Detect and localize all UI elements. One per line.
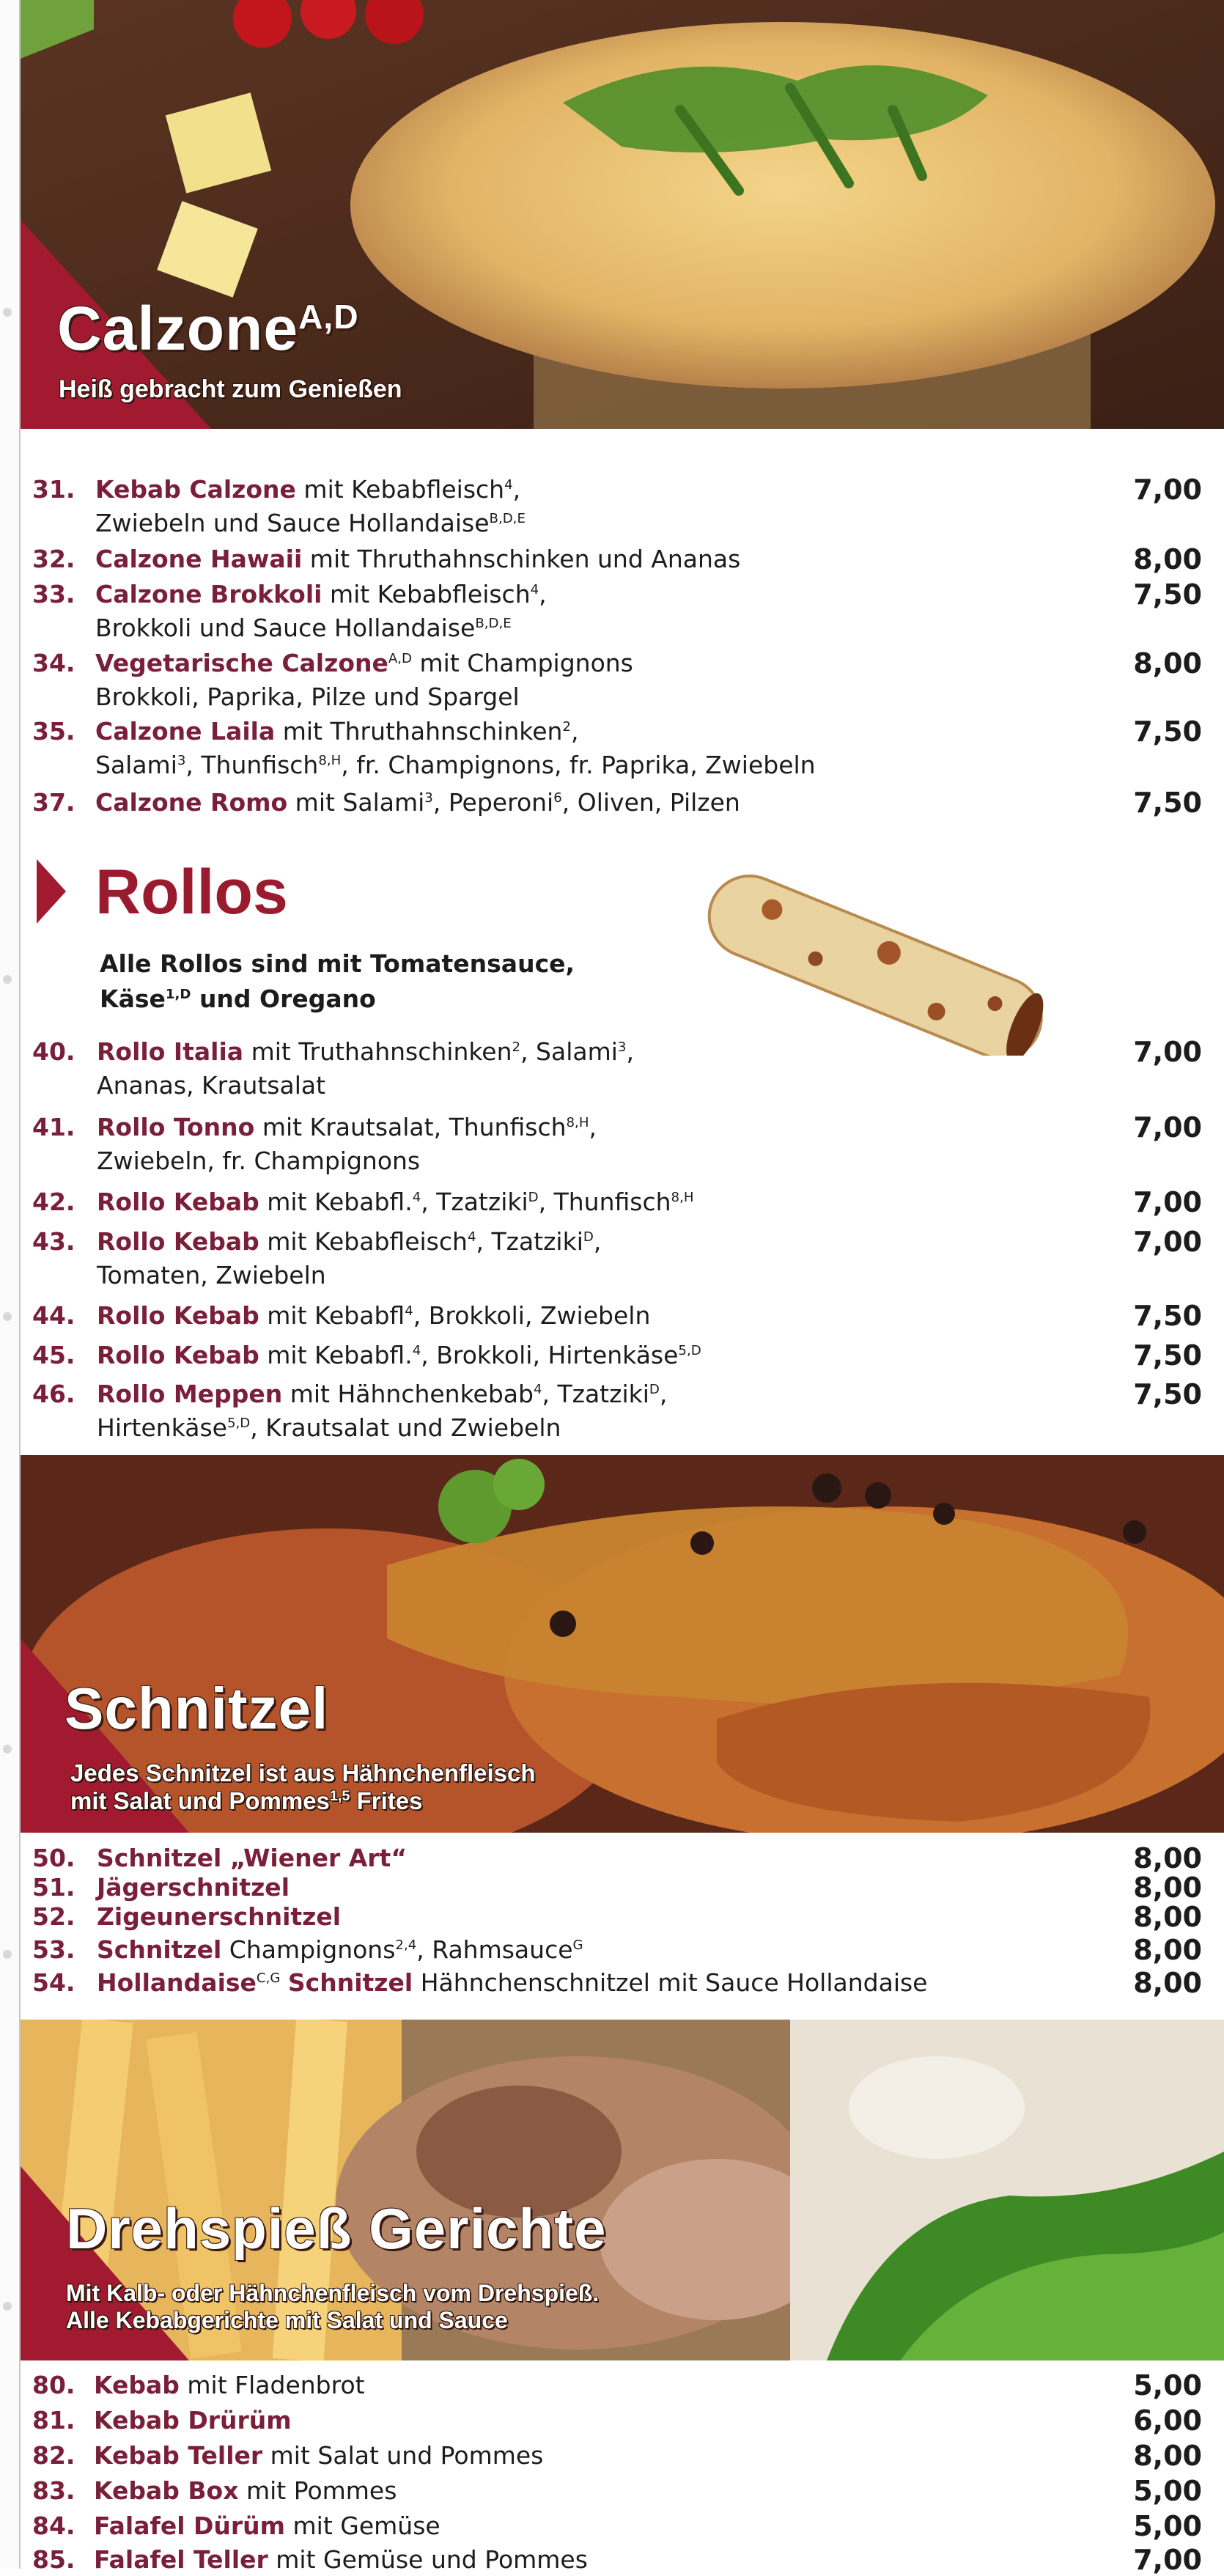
- item-name: Calzone Hawaii: [95, 545, 303, 573]
- item-description: [95, 786, 1107, 820]
- item-number: 83.: [32, 2476, 75, 2505]
- item-name: Calzone Laila: [95, 717, 276, 746]
- item-price: 7,00: [1133, 2544, 1202, 2576]
- item-price: 7,00: [1133, 1186, 1202, 1218]
- item-price: 7,50: [1133, 787, 1202, 819]
- item-price: 8,00: [1133, 1901, 1202, 1933]
- item-number: 50.: [32, 1844, 75, 1872]
- rollos-subtitle: Alle Rollos sind mit Tomatensauce, Käse$^{1,D}$ und Oregano: [100, 949, 575, 1013]
- punch-hole: [3, 1745, 12, 1753]
- item-details: Champignons$^{2,4}$, Rahmsauce$^G$: [221, 1935, 583, 1964]
- page-edge: [0, 0, 21, 2569]
- item-price: 8,00: [1133, 2440, 1202, 2472]
- item-details: mit Kebabfl.$^4$, Tzatziki$^D$, Thunfisch$^{8,H}$: [259, 1188, 694, 1216]
- item-name: Rollo Meppen: [97, 1380, 283, 1408]
- item-details: mit Kebabfleisch$^4$, Tzatziki$^D$, Tomaten, Zwiebeln: [97, 1227, 602, 1289]
- item-number: 41.: [32, 1113, 75, 1141]
- item-number: 34.: [32, 649, 75, 677]
- item-price: 8,00: [1133, 543, 1202, 575]
- schnitzel-subtitle: Jedes Schnitzel ist aus Hähnchenfleisch mit Salat und Pommes$^{1,5}$ Frites: [70, 1759, 536, 1814]
- item-name: Falafel Dürüm: [94, 2511, 286, 2540]
- menu-content: [21, 0, 1224, 2576]
- item-price: 8,00: [1133, 1872, 1202, 1904]
- item-name: Rollo Kebab: [97, 1227, 259, 1256]
- item-price: 7,50: [1133, 715, 1202, 748]
- item-name: Calzone Brokkoli: [95, 580, 322, 608]
- item-price: 7,50: [1133, 1300, 1202, 1332]
- item-number: 82.: [32, 2441, 75, 2470]
- item-description: [97, 1968, 1108, 1998]
- item-details: mit Truthahnschinken$^2$, Salami$^3$, Ananas, Krautsalat: [97, 1037, 634, 1100]
- item-details: mit Thruthahnschinken$^2$, Salami$^3$, Thunfisch$^{8,H}$, fr. Champignons, fr. Paprika, Zwiebeln: [95, 717, 816, 779]
- item-description: [97, 1377, 1108, 1445]
- item-name: Kebab Drürüm: [94, 2406, 292, 2435]
- item-description: [95, 578, 1107, 645]
- item-price: 5,00: [1133, 2475, 1202, 2507]
- item-description: [95, 715, 1107, 782]
- item-number: 31.: [32, 475, 75, 504]
- item-number: 35.: [32, 717, 75, 746]
- item-number: 54.: [32, 1968, 75, 1997]
- item-description: [97, 1873, 1108, 1902]
- item-price: 8,00: [1133, 1934, 1202, 1966]
- rollos-title: Rollos: [95, 857, 288, 927]
- item-price: 5,00: [1133, 2510, 1202, 2542]
- calzone-subtitle: Heiß gebracht zum Genießen: [59, 375, 402, 403]
- calzone-photo: [21, 0, 1224, 429]
- drehspiess-banner: [21, 2020, 1224, 2360]
- item-number: 51.: [32, 1873, 75, 1902]
- item-number: 45.: [32, 1341, 75, 1369]
- punch-hole: [3, 975, 12, 984]
- item-number: 52.: [32, 1902, 75, 1931]
- item-number: 81.: [32, 2406, 75, 2435]
- item-details: mit Kebabfl.$^4$, Brokkoli, Hirtenkäse$^{5,D}$: [259, 1341, 701, 1369]
- calzone-title: Calzone$^{A,D}$: [57, 294, 359, 363]
- item-name: Hollandaise: [97, 1968, 257, 1997]
- item-details: mit Gemüse: [285, 2511, 440, 2540]
- item-details: mit Hähnchenkebab$^4$, Tzatziki$^D$, Hirtenkäse$^{5,D}$, Krautsalat und Zwiebeln: [97, 1380, 668, 1442]
- item-description: [97, 1844, 1108, 1873]
- schnitzel-title: Schnitzel: [64, 1676, 329, 1741]
- item-name: Schnitzel: [97, 1935, 222, 1964]
- item-description: [94, 2369, 1105, 2402]
- item-price: 7,00: [1133, 1111, 1202, 1144]
- item-number: 37.: [32, 788, 75, 817]
- punch-hole: [3, 308, 12, 317]
- punch-hole: [3, 1312, 12, 1321]
- item-number: 33.: [32, 580, 75, 608]
- item-name: Zigeunerschnitzel: [97, 1902, 342, 1931]
- item-name: Rollo Kebab: [97, 1341, 259, 1369]
- item-details: mit Kebabfleisch$^4$, Zwiebeln und Sauce Hollandaise$^{B,D,E}$: [95, 475, 526, 537]
- item-description: [97, 1339, 1108, 1372]
- item-description: [97, 1225, 1108, 1292]
- drehspiess-subtitle: Mit Kalb- oder Hähnchenfleisch vom Drehspieß. Alle Kebabgerichte mit Salat und Sauce: [66, 2280, 600, 2333]
- item-description: [95, 542, 1107, 576]
- rollos-arrow-icon: [37, 859, 66, 924]
- item-price: 8,00: [1133, 1967, 1202, 1999]
- item-details: mit Salat und Pommes: [262, 2441, 544, 2470]
- item-price: 7,00: [1133, 1036, 1202, 1068]
- item-name: Vegetarische Calzone: [95, 649, 388, 677]
- item-price: 8,00: [1133, 647, 1202, 680]
- item-number: 85.: [32, 2545, 75, 2574]
- item-number: 40.: [32, 1037, 75, 1066]
- item-price: 7,50: [1133, 578, 1202, 611]
- item-number: 32.: [32, 545, 75, 573]
- item-name: Rollo Tonno: [97, 1113, 255, 1141]
- item-details: mit Krautsalat, Thunfisch$^{8,H}$, Zwiebeln, fr. Champignons: [97, 1113, 597, 1175]
- item-name: Kebab: [94, 2371, 180, 2399]
- item-details: mit Kebabfleisch$^4$, Brokkoli und Sauce Hollandaise$^{B,D,E}$: [95, 580, 547, 642]
- item-description: [97, 1111, 1108, 1178]
- item-description: [94, 2404, 1105, 2437]
- item-description: [94, 2475, 1105, 2507]
- item-description: [97, 1185, 1108, 1219]
- item-description: [94, 2440, 1105, 2472]
- item-price: 6,00: [1133, 2404, 1202, 2437]
- item-description: [97, 1902, 1108, 1932]
- item-description: [97, 1035, 1108, 1103]
- item-description: [94, 2510, 1105, 2542]
- item-details: mit Thruthahnschinken und Ananas: [302, 545, 741, 573]
- item-number: 42.: [32, 1188, 75, 1216]
- item-name: Rollo Kebab: [97, 1301, 259, 1330]
- item-description: [95, 647, 1107, 714]
- item-details: mit Gemüse und Pommes: [268, 2545, 588, 2574]
- item-number: 84.: [32, 2511, 75, 2540]
- rollo-photo: [673, 865, 1083, 1056]
- item-description: [94, 2544, 1105, 2576]
- item-number: 44.: [32, 1301, 75, 1330]
- item-description: [95, 473, 1107, 540]
- item-details: mit Salami$^3$, Peperoni$^6$, Oliven, Pilzen: [287, 788, 740, 817]
- item-price: 7,00: [1133, 474, 1202, 506]
- item-number: 43.: [32, 1227, 75, 1256]
- punch-hole: [3, 2302, 12, 2311]
- item-number: 80.: [32, 2371, 75, 2399]
- item-price: 5,00: [1133, 2369, 1202, 2402]
- calzone-banner: [21, 0, 1224, 429]
- item-number: 53.: [32, 1935, 75, 1964]
- item-description: [97, 1935, 1108, 1965]
- item-name: Schnitzel „Wiener Art“: [97, 1844, 408, 1872]
- item-price: 7,50: [1133, 1378, 1202, 1410]
- schnitzel-banner: [21, 1455, 1224, 1833]
- item-description: [97, 1299, 1108, 1333]
- item-name: Jägerschnitzel: [97, 1873, 290, 1902]
- item-price: 7,00: [1133, 1226, 1202, 1258]
- item-name: Kebab Box: [94, 2476, 239, 2505]
- drehspiess-title: Drehspieß Gerichte: [66, 2196, 607, 2261]
- item-price: 7,50: [1133, 1339, 1202, 1372]
- punch-hole: [3, 1950, 12, 1959]
- item-name: Falafel Teller: [94, 2545, 268, 2574]
- item-details: mit Kebabfl$^4$, Brokkoli, Zwiebeln: [259, 1301, 651, 1330]
- item-details: mit Pommes: [238, 2476, 397, 2505]
- item-name: Rollo Kebab: [97, 1188, 259, 1216]
- item-name: Kebab Calzone: [95, 475, 296, 504]
- item-details: $^{C,G}$ Schnitzel Hähnchenschnitzel mit Sauce Hollandaise: [256, 1968, 928, 1997]
- item-number: 46.: [32, 1380, 75, 1408]
- item-name: Rollo Italia: [97, 1037, 244, 1066]
- item-details: mit Fladenbrot: [179, 2371, 365, 2399]
- item-price: 8,00: [1133, 1842, 1202, 1874]
- item-name: Calzone Romo: [95, 788, 288, 817]
- item-details: $^{A,D}$ mit Champignons Brokkoli, Paprika, Pilze und Spargel: [95, 649, 633, 711]
- item-name: Kebab Teller: [94, 2441, 263, 2470]
